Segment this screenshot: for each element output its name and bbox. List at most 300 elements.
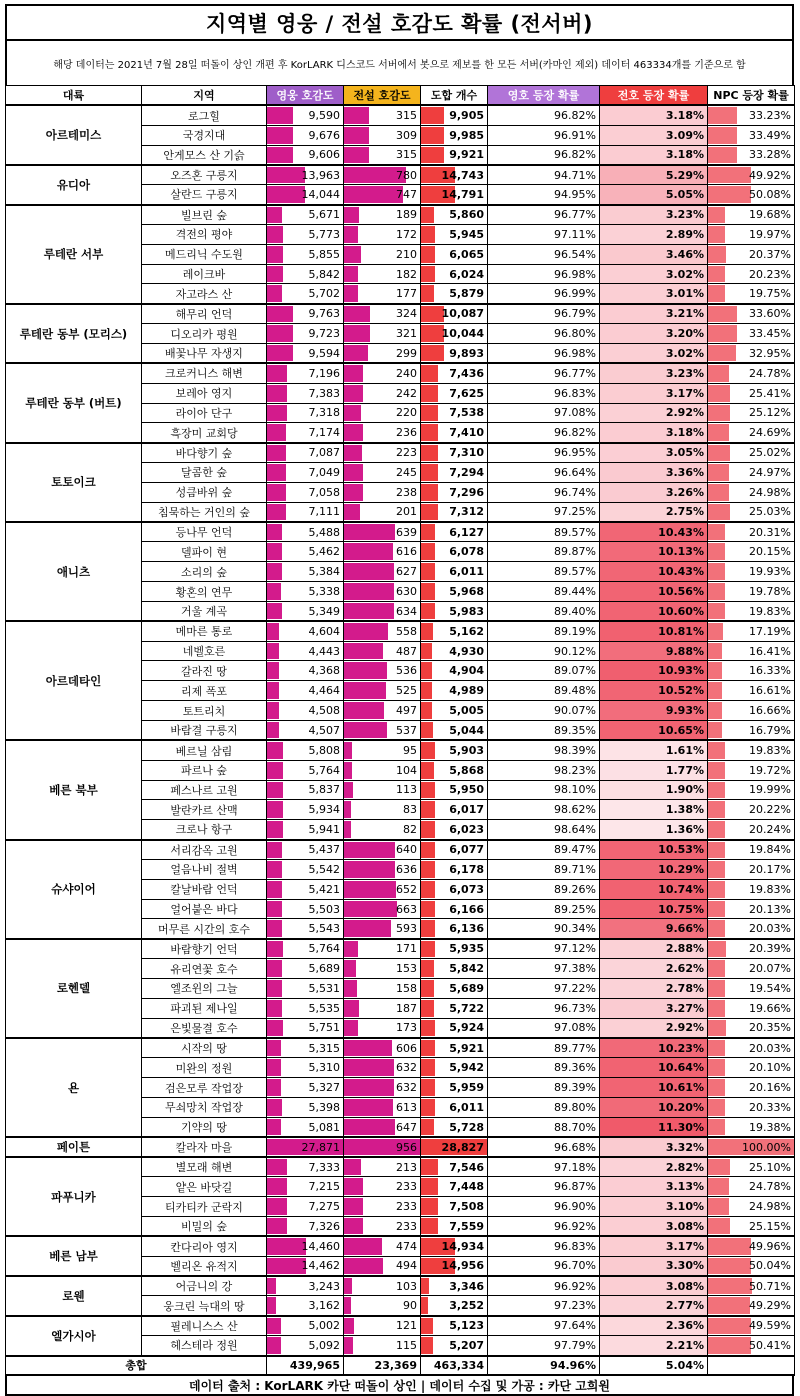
area-cell: 크로나 항구 [142,820,267,840]
legend-affinity-cell-bar [344,1297,351,1313]
npc-chance-cell-value: 49.29% [749,1299,791,1313]
hero-affinity-cell-bar [267,127,293,144]
legend-affinity-cell-bar [344,107,369,123]
area-cell: 미완의 정원 [142,1058,267,1078]
table-row [6,205,795,225]
legend-chance-cell: 2.77% [600,1296,708,1316]
total-legend-chance: 5.04% [600,1356,708,1376]
npc-chance-cell [708,502,795,522]
hero-affinity-cell-bar [267,583,281,600]
hero-affinity-cell-bar [267,524,282,540]
legend-affinity-cell-value: 82 [403,822,417,836]
legend-affinity-cell [344,482,421,502]
total-count-cell-value: 6,011 [449,1100,484,1114]
legend-affinity-cell [344,1157,421,1177]
total-count-cell [421,1137,488,1157]
legend-affinity-cell [344,324,421,344]
legend-affinity-cell-value: 104 [396,763,417,777]
region-cell: 파푸니카 [6,1157,142,1236]
npc-chance-cell-value: 20.15% [749,545,791,559]
legend-affinity-cell-bar [344,1238,382,1254]
area-cell: 거울 계곡 [142,601,267,621]
npc-chance-cell-value: 16.33% [749,664,791,678]
legend-chance-cell: 1.77% [600,760,708,780]
total-count-cell [421,1177,488,1197]
npc-chance-cell [708,1236,795,1256]
total-count-cell-bar [421,861,435,878]
table-row [6,105,795,125]
legend-affinity-cell-bar [344,1337,353,1353]
hero-chance-cell: 96.87% [488,1177,600,1197]
total-count-cell-value: 7,296 [449,485,484,499]
total-count-cell-bar [421,643,432,660]
hero-affinity-cell-bar [267,920,282,936]
legend-chance-cell: 3.08% [600,1276,708,1296]
region-cell: 로웬 [6,1276,142,1316]
hero-affinity-cell [267,840,344,860]
total-count-cell-bar [421,147,444,163]
hero-chance-cell: 89.87% [488,542,600,562]
hero-chance-cell: 98.10% [488,780,600,800]
area-cell: 파괴된 제나일 [142,998,267,1018]
legend-chance-cell: 2.62% [600,959,708,979]
hero-affinity-cell-value: 4,443 [308,644,340,658]
npc-chance-cell-bar [708,623,723,639]
legend-chance-cell: 2.92% [600,1018,708,1038]
npc-chance-cell-bar [708,1099,725,1116]
legend-affinity-cell-value: 593 [396,922,417,936]
table-row [6,522,795,542]
legend-affinity-cell [344,760,421,780]
npc-chance-cell-value: 50.08% [749,187,791,201]
npc-chance-cell-value: 20.13% [749,902,791,916]
area-cell: 격전의 평야 [142,224,267,244]
npc-chance-cell-bar [708,1238,751,1254]
total-count-cell [421,423,488,443]
npc-chance-cell-value: 24.98% [749,485,791,499]
legend-affinity-cell [344,661,421,681]
npc-chance-cell [708,1197,795,1217]
legend-affinity-cell [344,1296,421,1316]
npc-chance-cell-value: 19.93% [749,565,791,579]
col-header-hero: 영웅 호감도 [267,86,344,106]
npc-chance-cell [708,463,795,483]
legend-affinity-cell-bar [344,127,369,144]
npc-chance-cell-bar [708,801,725,818]
npc-chance-cell-value: 33.45% [749,327,791,341]
hero-affinity-cell-value: 5,002 [308,1319,340,1333]
total-count-cell [421,1157,488,1177]
npc-chance-cell-bar [708,583,725,600]
legend-affinity-cell-bar [344,345,368,361]
legend-affinity-cell-bar [344,960,356,977]
legend-affinity-cell-value: 242 [396,386,417,400]
total-count-cell-bar [421,325,444,342]
hero-affinity-cell-bar [267,246,283,263]
area-cell: 크로커니스 해변 [142,363,267,383]
hero-affinity-cell-bar [267,1159,287,1175]
hero-affinity-cell-value: 5,488 [308,525,340,539]
legend-affinity-cell-value: 634 [396,604,417,618]
area-cell: 칼라자 마을 [142,1137,267,1157]
total-count-cell-bar [421,1099,435,1116]
hero-affinity-cell-bar [267,464,286,481]
hero-affinity-cell-bar [267,1218,287,1234]
hero-chance-cell: 89.07% [488,661,600,681]
legend-affinity-cell [344,463,421,483]
total-count-cell [421,859,488,879]
total-count-cell-bar [421,345,444,361]
legend-chance-cell: 2.36% [600,1316,708,1336]
total-count-cell-value: 5,959 [449,1081,484,1095]
hero-affinity-cell-value: 5,689 [308,962,340,976]
legend-chance-cell: 3.36% [600,463,708,483]
total-count-cell [421,919,488,939]
hero-affinity-cell [267,1276,344,1296]
total-count-cell-value: 5,123 [449,1319,484,1333]
legend-affinity-cell-bar [344,226,358,243]
hero-affinity-cell-value: 7,215 [308,1180,340,1194]
total-count-cell [421,641,488,661]
total-count-cell-value: 5,983 [449,604,484,618]
hero-affinity-cell [267,820,344,840]
hero-chance-cell: 96.79% [488,304,600,324]
hero-affinity-cell [267,363,344,383]
npc-chance-cell [708,800,795,820]
total-count-cell [421,1058,488,1078]
legend-affinity-cell-bar [344,1178,363,1195]
total-npc [708,1356,795,1376]
legend-affinity-cell-value: 245 [396,465,417,479]
hero-affinity-cell [267,1058,344,1078]
legend-affinity-cell [344,959,421,979]
hero-affinity-cell-value: 4,508 [308,704,340,718]
area-cell: 헤스테라 정원 [142,1336,267,1356]
legend-affinity-cell-bar [344,881,396,898]
area-cell: 베르닐 삼림 [142,740,267,760]
total-count-cell [421,383,488,403]
hero-affinity-cell-value: 7,196 [308,366,340,380]
legend-affinity-cell [344,1098,421,1118]
legend-affinity-cell-value: 173 [396,1021,417,1035]
legend-chance-cell: 10.53% [600,840,708,860]
npc-chance-cell-value: 33.28% [749,148,791,162]
hero-affinity-cell-value: 14,044 [301,187,340,201]
area-cell: 흑장미 교회당 [142,423,267,443]
legend-chance-cell: 3.17% [600,383,708,403]
total-count-cell [421,939,488,959]
total-count-cell [421,1296,488,1316]
area-cell: 해무리 언덕 [142,304,267,324]
npc-chance-cell-bar [708,1337,751,1353]
npc-chance-cell-bar [708,167,751,183]
total-count-cell-value: 4,930 [449,644,484,658]
total-count-cell-bar [421,1198,438,1215]
area-cell: 성큼바위 숲 [142,482,267,502]
legend-affinity-cell [344,1336,421,1356]
table-row [6,1157,795,1177]
hero-affinity-cell-value: 5,310 [308,1061,340,1075]
total-count-cell [421,1197,488,1217]
total-count-cell-value: 7,625 [449,386,484,400]
hero-affinity-cell-value: 5,671 [308,208,340,222]
legend-affinity-cell-value: 536 [396,664,417,678]
legend-affinity-cell [344,1236,421,1256]
total-count-cell-bar [421,583,435,600]
npc-chance-cell [708,681,795,701]
total-count-cell [421,1276,488,1296]
total-count-cell-value: 7,559 [449,1219,484,1233]
npc-chance-cell [708,1177,795,1197]
legend-affinity-cell-value: 233 [396,1200,417,1214]
total-count-cell-value: 6,078 [449,545,484,559]
npc-chance-cell-bar [708,285,725,301]
legend-affinity-cell [344,403,421,423]
hero-chance-cell: 97.23% [488,1296,600,1316]
legend-affinity-cell-bar [344,782,353,799]
hero-affinity-cell-value: 7,318 [308,406,340,420]
hero-affinity-cell-value: 7,333 [308,1160,340,1174]
total-count-cell-value: 5,924 [449,1021,484,1035]
npc-chance-cell-value: 19.97% [749,227,791,241]
hero-chance-cell: 89.44% [488,582,600,602]
hero-affinity-cell-bar [267,662,279,679]
npc-chance-cell-bar [708,504,730,520]
hero-chance-cell: 98.64% [488,820,600,840]
npc-chance-cell [708,165,795,185]
npc-chance-cell-value: 20.03% [749,1041,791,1055]
hero-affinity-cell-value: 4,604 [308,624,340,638]
hero-affinity-cell [267,244,344,264]
hero-chance-cell: 96.82% [488,423,600,443]
legend-affinity-cell-value: 315 [396,148,417,162]
legend-chance-cell: 5.05% [600,185,708,205]
region-cell: 유디아 [6,165,142,205]
hero-affinity-cell-bar [267,782,283,799]
npc-chance-cell-bar [708,1159,730,1175]
legend-chance-cell: 3.26% [600,482,708,502]
legend-affinity-cell-bar [344,484,363,501]
total-count-cell-value: 9,905 [449,109,484,123]
npc-chance-cell-bar [708,920,725,936]
legend-affinity-cell-bar [344,1258,383,1274]
npc-chance-cell [708,1058,795,1078]
hero-chance-cell: 97.11% [488,224,600,244]
hero-affinity-cell [267,681,344,701]
legend-affinity-cell-value: 220 [396,406,417,420]
legend-affinity-cell [344,125,421,145]
total-count-cell [421,522,488,542]
legend-affinity-cell [344,105,421,125]
hero-affinity-cell [267,224,344,244]
total-count-cell-bar [421,603,435,619]
hero-chance-cell: 89.25% [488,899,600,919]
legend-affinity-cell [344,800,421,820]
npc-chance-cell [708,284,795,304]
hero-affinity-cell [267,423,344,443]
npc-chance-cell-value: 19.78% [749,585,791,599]
hero-affinity-cell [267,1098,344,1118]
legend-affinity-cell-bar [344,1278,352,1294]
npc-chance-cell [708,820,795,840]
total-count-cell [421,244,488,264]
legend-chance-cell: 3.01% [600,284,708,304]
total-count-cell [421,145,488,165]
legend-affinity-cell-value: 616 [396,545,417,559]
legend-chance-cell: 3.20% [600,324,708,344]
region-cell: 슈샤이어 [6,840,142,939]
hero-affinity-cell-value: 5,437 [308,843,340,857]
area-cell: 검은모루 작업장 [142,1078,267,1098]
npc-chance-cell-bar [708,1040,725,1056]
region-cell: 페이튼 [6,1137,142,1157]
npc-chance-cell [708,343,795,363]
col-header-continent: 대륙 [6,86,142,106]
hero-affinity-cell [267,1177,344,1197]
legend-chance-cell: 10.60% [600,601,708,621]
total-hero-chance: 94.96% [488,1356,600,1376]
legend-affinity-cell-value: 309 [396,128,417,142]
total-count-cell-value: 14,743 [441,168,484,182]
total-count-cell-value: 28,827 [441,1140,484,1154]
legend-chance-cell: 3.18% [600,105,708,125]
total-count-cell-bar [421,385,438,402]
npc-chance-cell-value: 19.83% [749,882,791,896]
legend-affinity-cell-bar [344,901,397,918]
npc-chance-cell [708,641,795,661]
npc-chance-cell-bar [708,881,725,898]
npc-chance-cell-bar [708,186,751,202]
npc-chance-cell-value: 19.83% [749,604,791,618]
legend-affinity-cell-value: 747 [396,187,417,201]
npc-chance-cell [708,522,795,542]
table-row [6,1137,795,1157]
legend-affinity-cell [344,601,421,621]
legend-chance-cell: 3.18% [600,145,708,165]
legend-affinity-cell-value: 324 [396,307,417,321]
total-count-cell [421,463,488,483]
col-header-legend: 전설 호감도 [344,86,421,106]
total-count-cell-bar [421,842,435,858]
npc-chance-cell-bar [708,821,725,837]
legend-affinity-cell [344,343,421,363]
hero-affinity-cell [267,780,344,800]
hero-affinity-cell-value: 9,594 [308,346,340,360]
total-count-cell [421,701,488,721]
legend-chance-cell: 9.93% [600,701,708,721]
total-count-cell-bar [421,226,435,243]
legend-affinity-cell-bar [344,1020,358,1036]
legend-affinity-cell-bar [344,285,358,301]
npc-chance-cell-value: 20.33% [749,1100,791,1114]
hero-affinity-cell-value: 5,808 [308,744,340,758]
npc-chance-cell [708,403,795,423]
npc-chance-cell [708,1078,795,1098]
legend-affinity-cell [344,820,421,840]
hero-chance-cell: 89.36% [488,1058,600,1078]
legend-affinity-cell-bar [344,543,393,560]
legend-affinity-cell-value: 233 [396,1180,417,1194]
npc-chance-cell [708,1117,795,1137]
total-count-cell-bar [421,285,434,301]
total-count-cell [421,185,488,205]
hero-affinity-cell [267,939,344,959]
legend-affinity-cell-bar [344,1198,363,1215]
hero-affinity-cell-value: 5,092 [308,1338,340,1352]
hero-affinity-cell [267,740,344,760]
total-count-cell-bar [421,1000,434,1017]
total-count-cell-bar [421,1337,433,1353]
total-count-cell-value: 9,893 [449,346,484,360]
area-cell: 발란카르 산맥 [142,800,267,820]
npc-chance-cell [708,1296,795,1316]
table-row [6,939,795,959]
total-count-cell [421,165,488,185]
npc-chance-cell [708,939,795,959]
legend-affinity-cell-value: 537 [396,723,417,737]
legend-chance-cell: 2.75% [600,502,708,522]
area-cell: 자고라스 산 [142,284,267,304]
hero-affinity-cell-value: 5,081 [308,1120,340,1134]
hero-affinity-cell-bar [267,306,293,322]
total-count-cell-value: 10,087 [441,307,484,321]
total-count-cell-value: 7,436 [449,366,484,380]
legend-affinity-cell-value: 189 [396,208,417,222]
npc-chance-cell [708,760,795,780]
hero-affinity-cell-bar [267,1000,282,1017]
legend-affinity-cell-value: 223 [396,446,417,460]
legend-affinity-cell [344,780,421,800]
hero-affinity-cell-value: 5,542 [308,862,340,876]
area-cell: 서리감옥 고원 [142,840,267,860]
table-row [6,1236,795,1256]
table-row [6,165,795,185]
legend-chance-cell: 3.17% [600,1236,708,1256]
total-count-cell-bar [421,782,435,799]
npc-chance-cell-bar [708,1020,726,1036]
npc-chance-cell-value: 25.12% [749,406,791,420]
npc-chance-cell-bar [708,1258,751,1274]
total-count-cell-bar [421,1297,428,1313]
hero-affinity-cell-bar [267,801,283,818]
total-count-cell-bar [421,504,438,520]
hero-affinity-cell-value: 7,087 [308,446,340,460]
npc-chance-cell-value: 19.75% [749,287,791,301]
legend-affinity-cell-bar [344,821,351,837]
hero-affinity-cell-value: 13,963 [301,168,340,182]
legend-affinity-cell-bar [344,207,359,223]
npc-chance-cell-value: 33.60% [749,307,791,321]
hero-affinity-cell-bar [267,1238,306,1254]
area-cell: 엘조윈의 그늘 [142,978,267,998]
region-cell: 엘가시아 [6,1316,142,1356]
total-count-cell-bar [421,1318,433,1334]
total-count-cell-bar [421,464,438,481]
total-count-cell-value: 9,921 [449,148,484,162]
npc-chance-cell-value: 20.23% [749,267,791,281]
area-cell: 보레아 영지 [142,383,267,403]
npc-chance-cell-value: 20.31% [749,525,791,539]
npc-chance-cell-value: 20.10% [749,1061,791,1075]
hero-chance-cell: 94.95% [488,185,600,205]
hero-affinity-cell-value: 4,507 [308,723,340,737]
total-count-cell [421,562,488,582]
hero-affinity-cell-value: 9,676 [308,128,340,142]
npc-chance-cell-bar [708,226,725,243]
legend-affinity-cell-bar [344,1159,361,1175]
area-cell: 바다향기 숲 [142,443,267,463]
hero-affinity-cell-bar [267,385,287,402]
